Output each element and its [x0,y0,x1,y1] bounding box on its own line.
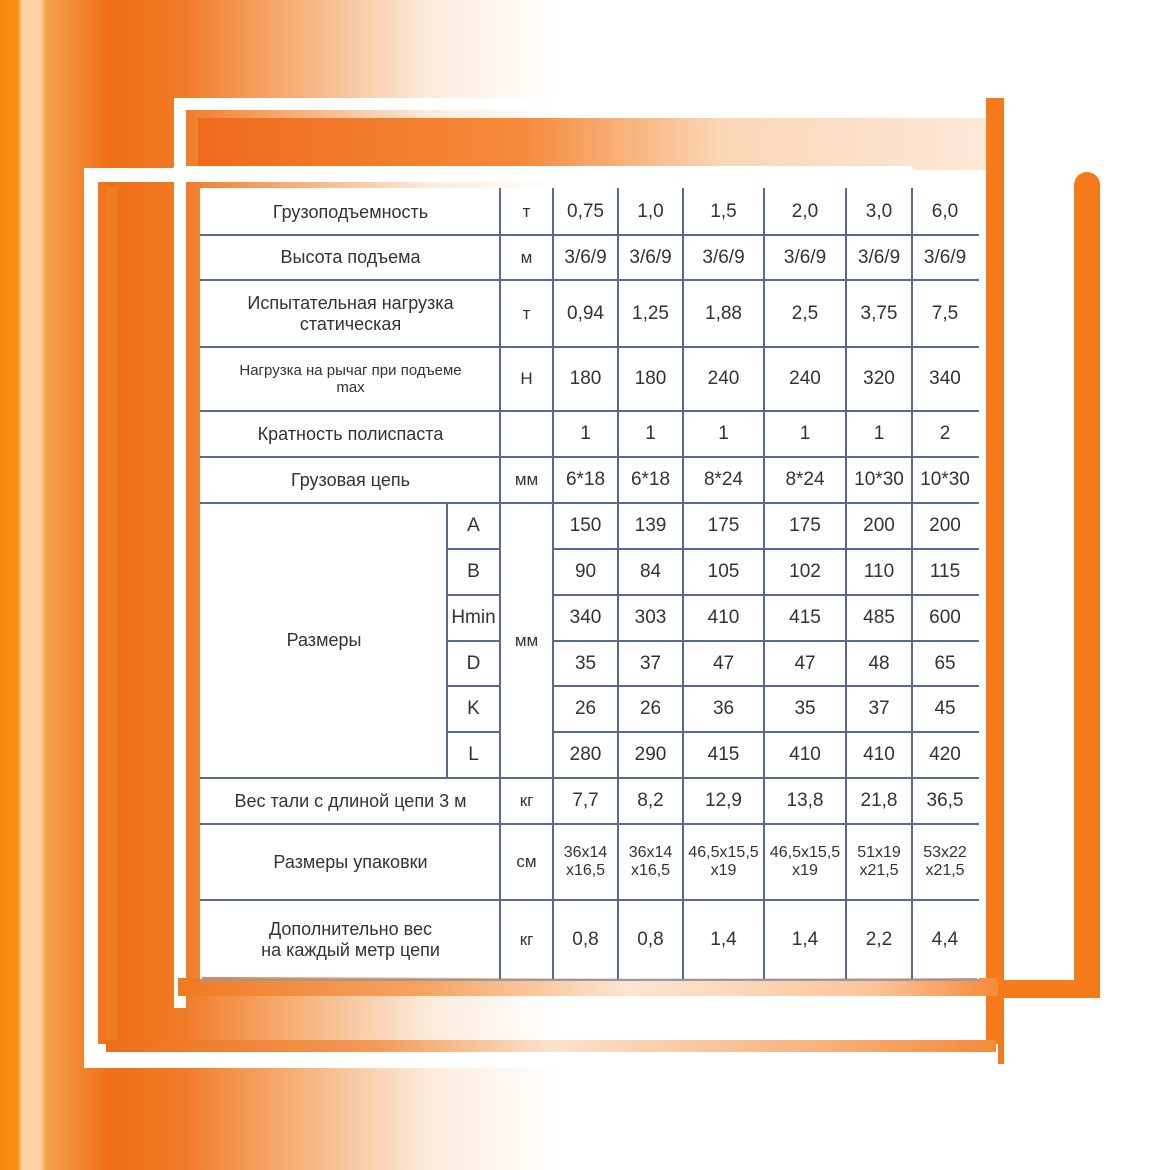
weight-value: 8,2 [618,778,683,824]
spec-table [200,188,979,981]
lever-load-value: 320 [846,347,912,411]
dimension-value: 290 [618,732,683,778]
dimension-value: 35 [764,686,846,732]
capacity-label: Грузоподъемность [201,189,500,235]
orange-top-bar [198,118,1004,170]
lift-height-value: 3/6/9 [764,235,846,280]
orange-right-bar [986,98,1004,1064]
extra-weight-label-line2: на каждый метр цепи [261,940,440,960]
dimension-value: 48 [846,641,912,686]
dimension-value: 37 [846,686,912,732]
extra-weight-value: 1,4 [683,900,764,980]
test-load-value: 3,75 [846,280,912,347]
package-line: x21,5 [859,862,899,879]
capacity-value: 3,0 [846,189,912,235]
row-lift-height [201,235,978,280]
dimension-value: 410 [764,732,846,778]
capacity-unit: т [500,189,553,235]
dimension-value: 45 [912,686,978,732]
weight-unit: кг [500,778,553,824]
dimension-value: 47 [764,641,846,686]
dimension-value: 415 [683,732,764,778]
dimension-value: 175 [764,503,846,549]
dimensions-unit: мм [500,503,553,778]
dimension-key: Hmin [447,595,500,641]
row-extra-weight [201,900,978,980]
spec-table-container [200,188,977,977]
dimension-value: 485 [846,595,912,641]
lever-load-value: 180 [553,347,618,411]
dimension-value: 115 [912,549,978,595]
dimension-value: 35 [553,641,618,686]
package-label: Размеры упаковки [201,824,500,900]
dimension-value: 110 [846,549,912,595]
lift-height-value: 3/6/9 [846,235,912,280]
package-value [683,824,764,900]
pulley-ratio-value: 1 [618,411,683,457]
package-line: 51x19 [857,843,901,861]
package-value [618,824,683,900]
dimension-key: B [447,549,500,595]
dimension-value: 26 [553,686,618,732]
package-line: 36x14 [628,843,673,861]
dimension-key: D [447,641,500,686]
test-load-value: 1,25 [618,280,683,347]
load-chain-value: 8*24 [764,457,846,503]
dimension-value: 600 [912,595,978,641]
load-chain-value: 8*24 [683,457,764,503]
pulley-ratio-label: Кратность полиспаста [201,411,500,457]
test-load-label-line2: статическая [299,313,402,334]
test-load-value: 7,5 [912,280,978,347]
weight-value: 7,7 [553,778,618,824]
dimension-value: 280 [553,732,618,778]
dimension-value: 47 [683,641,764,686]
test-load-value: 1,88 [683,280,764,347]
extra-weight-unit: кг [500,900,553,980]
load-chain-unit: мм [500,457,553,503]
dimension-value: 105 [683,549,764,595]
load-chain-value: 10*30 [912,457,978,503]
dimension-key: L [447,732,500,778]
dimension-key: A [447,503,500,549]
capacity-value: 2,0 [764,189,846,235]
lift-height-value: 3/6/9 [553,235,618,280]
dimension-value: 175 [683,503,764,549]
package-line: 36x14 [563,843,608,861]
dimension-value: 102 [764,549,846,595]
extra-weight-label [201,900,500,980]
extra-weight-value: 0,8 [618,900,683,980]
extra-weight-value: 2,2 [846,900,912,980]
dimension-value: 150 [553,503,618,549]
extra-weight-label-line1: Дополнительно вес [269,919,432,940]
lever-load-label-line1: Нагрузка на рычаг при подъеме [239,361,462,379]
dimension-value: 410 [683,595,764,641]
white-top-bar [170,166,916,182]
load-chain-label: Грузовая цепь [201,457,500,503]
test-load-label [201,280,500,347]
package-line: x16,5 [565,862,606,879]
pulley-ratio-value: 2 [912,411,978,457]
pulley-ratio-unit [500,411,553,457]
capacity-value: 1,5 [683,189,764,235]
row-weight [201,778,978,824]
row-package [201,824,978,900]
dimension-value: 37 [618,641,683,686]
extra-weight-value: 4,4 [912,900,978,980]
lift-height-unit: м [500,235,553,280]
package-value [846,824,912,900]
package-line: x16,5 [630,862,671,879]
extra-weight-value: 0,8 [553,900,618,980]
dimension-value: 415 [764,595,846,641]
dimension-key: K [447,686,500,732]
lever-load-value: 240 [764,347,846,411]
package-value [764,824,846,900]
capacity-value: 6,0 [912,189,978,235]
dimension-value: 36 [683,686,764,732]
dimension-value: 200 [912,503,978,549]
dimension-value: 410 [846,732,912,778]
orange-bottom-edge [106,1040,996,1052]
dimension-value: 340 [553,595,618,641]
row-pulley-ratio [201,411,978,457]
row-capacity [201,189,978,235]
lever-load-value: 180 [618,347,683,411]
lift-height-value: 3/6/9 [618,235,683,280]
pulley-ratio-value: 1 [683,411,764,457]
test-load-unit: т [500,280,553,347]
dimension-value: 200 [846,503,912,549]
lever-load-unit: Н [500,347,553,411]
package-line: 46,5x15,5 [769,843,841,861]
orange-bottom-bar [996,980,1100,998]
capacity-value: 0,75 [553,189,618,235]
weight-label: Вес тали с длиной цепи 3 м [201,778,500,824]
row-load-chain [201,457,978,503]
test-load-value: 2,5 [764,280,846,347]
dimension-value: 90 [553,549,618,595]
package-value [912,824,978,900]
orange-right-bar-outer [1074,172,1100,998]
row-dim-a [201,503,978,549]
capacity-value: 1,0 [618,189,683,235]
lever-load-label [201,347,500,411]
weight-value: 13,8 [764,778,846,824]
lift-height-value: 3/6/9 [912,235,978,280]
package-line: x19 [792,862,818,879]
lever-load-value: 340 [912,347,978,411]
dimension-value: 303 [618,595,683,641]
dimension-value: 139 [618,503,683,549]
lever-load-label-line2: max [336,379,365,396]
pulley-ratio-value: 1 [553,411,618,457]
package-line: x19 [710,862,737,879]
test-load-value: 0,94 [553,280,618,347]
dimension-value: 84 [618,549,683,595]
dimension-value: 420 [912,732,978,778]
lift-height-value: 3/6/9 [683,235,764,280]
load-chain-value: 6*18 [618,457,683,503]
package-line: 53x22 [923,843,967,861]
dimension-value: 26 [618,686,683,732]
pulley-ratio-value: 1 [764,411,846,457]
lift-height-label: Высота подъема [201,235,500,280]
row-test-load [201,280,978,347]
load-chain-value: 10*30 [846,457,912,503]
lever-load-value: 240 [683,347,764,411]
row-lever-load [201,347,978,411]
extra-weight-value: 1,4 [764,900,846,980]
package-unit: см [500,824,553,900]
weight-value: 21,8 [846,778,912,824]
package-line: x21,5 [925,862,965,879]
weight-value: 12,9 [683,778,764,824]
pulley-ratio-value: 1 [846,411,912,457]
dimension-value: 65 [912,641,978,686]
weight-value: 36,5 [912,778,978,824]
package-value [553,824,618,900]
package-line: 46,5x15,5 [688,843,759,861]
dimensions-label: Размеры [201,503,447,778]
test-load-label-line1: Испытательная нагрузка [247,292,454,313]
load-chain-value: 6*18 [553,457,618,503]
